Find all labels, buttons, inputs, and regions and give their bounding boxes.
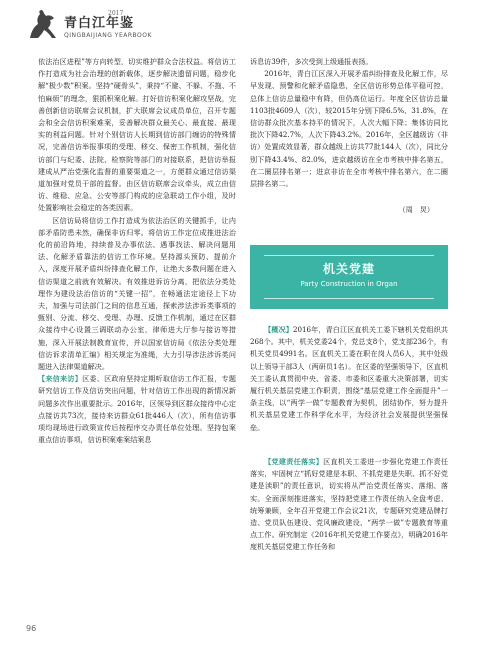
letters-visits-section	[38, 373, 236, 446]
author-credit: （周 炅）	[398, 205, 434, 215]
page-header	[26, 6, 466, 54]
right-paragraph-2: 2016年，青白江区深入开展矛盾纠纷排查及化解工作，尽早发现、预警和化解矛盾隐患，全区信访形势总体平稳可控，总体上信访总量稳中有降，但仍高位运行。年度全区信访总量1103批4609人（次），较2015年分别下降6.5%、31.8%，在信访群众批次基本持平的情况下，人次大幅下降；集体访同比批次下降42.7%，人次下降43.2%。2016年，全区越级访（非访）处置成效显著，群众越级上访共77批144人（次），同比分别下降43.4%、82.0%，进京越级访在全市考核中排名第五，在二圈层排名第一；进京非访在全市考核中排名第六，在二圈层排名第二。	[250, 69, 448, 189]
section-tag-overview: 【概况】	[264, 325, 294, 334]
section-banner	[250, 245, 448, 309]
horse-logo-icon	[26, 8, 60, 44]
overview-section	[250, 324, 448, 434]
banner-title: 机关党建	[322, 262, 375, 276]
left-paragraph-2: 区信访局将信访工作打造成为依法治区的关键抓手，让内部矛盾防患未然，确保非访归零。将信访工作定位成推进法治化的前沿阵地，持续普及办事依法、遇事找法、解决问题用法、化解矛盾靠法的信访工作环境。坚持源头预防、提前介入，深度开展矛盾纠纷排查化解工作，让绝大多数问题在进入信访渠道之前就有效解决。有效推进诉访分离，把依法分类处理作为建设法治信访的“关键一招”，在畅通法定途径上下功夫，加强与司法部门之间的信息互通，探索涉法涉诉类事项的甄别、分流、移交、受理、办理、反馈工作机制，通过在区群众接待中心设置三调联动办公室，律师进大厅参与接访等措施，深入开展法制教育宣传，并以国家信访局《依法分类处理信访诉求清单汇编》相关规定为准绳，大力引导涉法涉诉类问题进入法律渠道解决。	[38, 215, 236, 372]
responsibility-section	[250, 456, 448, 554]
banner-frame	[264, 255, 434, 299]
left-column	[38, 56, 236, 447]
responsibility-paragraph	[250, 456, 448, 554]
overview-text: 2016年，青白江区直机关工委下辖机关党组织共268个。其中，机关党委24个，党总支8个，党支部236个，有机关党员4991名。区直机关工委在职在岗人员6人，其中处级以上领导干部3人（两研员1名）。在区委的坚强领导下，区直机关工委认真贯彻中央、省委、市委和区委重大决策部署，切实履行机关基层党建工作职责，围绕“基层党建工作全面提升”一条主线，以“两学一做”专题教育为契机，团结协作，努力提升机关基层党建工作科学化水平，为经济社会发展提供坚强保垒。	[250, 325, 448, 432]
right-column-top	[250, 56, 448, 216]
banner-subtitle: Party Construction in Organ	[300, 280, 398, 288]
overview-paragraph	[250, 324, 448, 434]
left-paragraph-1: 依法治区进程”等方向转型，切实维护群众合法权益。将信访工作打造成为社会治理的创新载体，逐步解决遗留问题，稳步化解“极少数”积案。坚持“硬骨头”，秉持“不避、不躲、不拖、不怕麻烦”的理念，狠抓积案化解。打好信访积案化解攻坚战，完善创新信访联席会议机制，扩大联席会议成员单位，召开专题会和全会信访积案难案，妥善解决群众最关心、最直接、最现实的利益问题。针对个别信访人长期到信访部门缠访的特殊情况，完善信访举报事项的受理、移交、保密工作机制，强化信访部门与纪委、法院、检察院等部门的对接联系，把信访举报建成从严治党强化监督的重要渠道之一，方便群众通过信访渠道加强对党员干部的监督。由区信访联席会议牵头，成立由信访、维稳、应急、公安等部门构成的应急联动工作小组，及时处置影响社会稳定的各类因素。	[38, 57, 236, 213]
yearbook-title: 青白江年鉴	[64, 16, 135, 31]
yearbook-year: 2017	[108, 10, 124, 17]
page-number: 96	[26, 624, 37, 633]
section-tag-letters-visits: 【来信来访】	[38, 374, 83, 384]
yearbook-subtitle: QINGBAIJIANG YEARBOOK	[64, 32, 152, 39]
right-paragraph-1: 诉息访39件，多次受到上级通报表扬。	[250, 57, 373, 66]
section-tag-responsibility: 【党建责任落实】	[264, 457, 324, 466]
responsibility-text: 区直机关工委进一步强化党建工作责任落实，牢固树立“抓好党建是本职、不抓党建是失职、抓不好党建是渎职”的责任意识，切实将从严治党责任落实、落细、落实。全面深刻推进落实，坚持把党建工作责任纳入全盘考虑、统筹兼顾，全年召开党建工作会议21次，专题研究党建品牌打造、党员队伍建设、党风廉政建设、“两学一做”专题教育等重点工作。研究制定《2016年机关党建工作要点》，明确2016年度机关基层党建工作任务和	[250, 457, 448, 552]
letters-visits-text: 区委、区政府坚持定期听取信访工作汇报，专题研究信访工作及信访突出问题，针对信访工作出现的新情况新问题多次作出重要批示。2016年，区领导到区群众接待中心定点接访共73次，接待来访群众61批446人（次），所有信访事项均现场进行政策宣传后按程序交办责任单位处理。坚持包案重点信访事项，信访积案难案结案息	[38, 374, 237, 445]
